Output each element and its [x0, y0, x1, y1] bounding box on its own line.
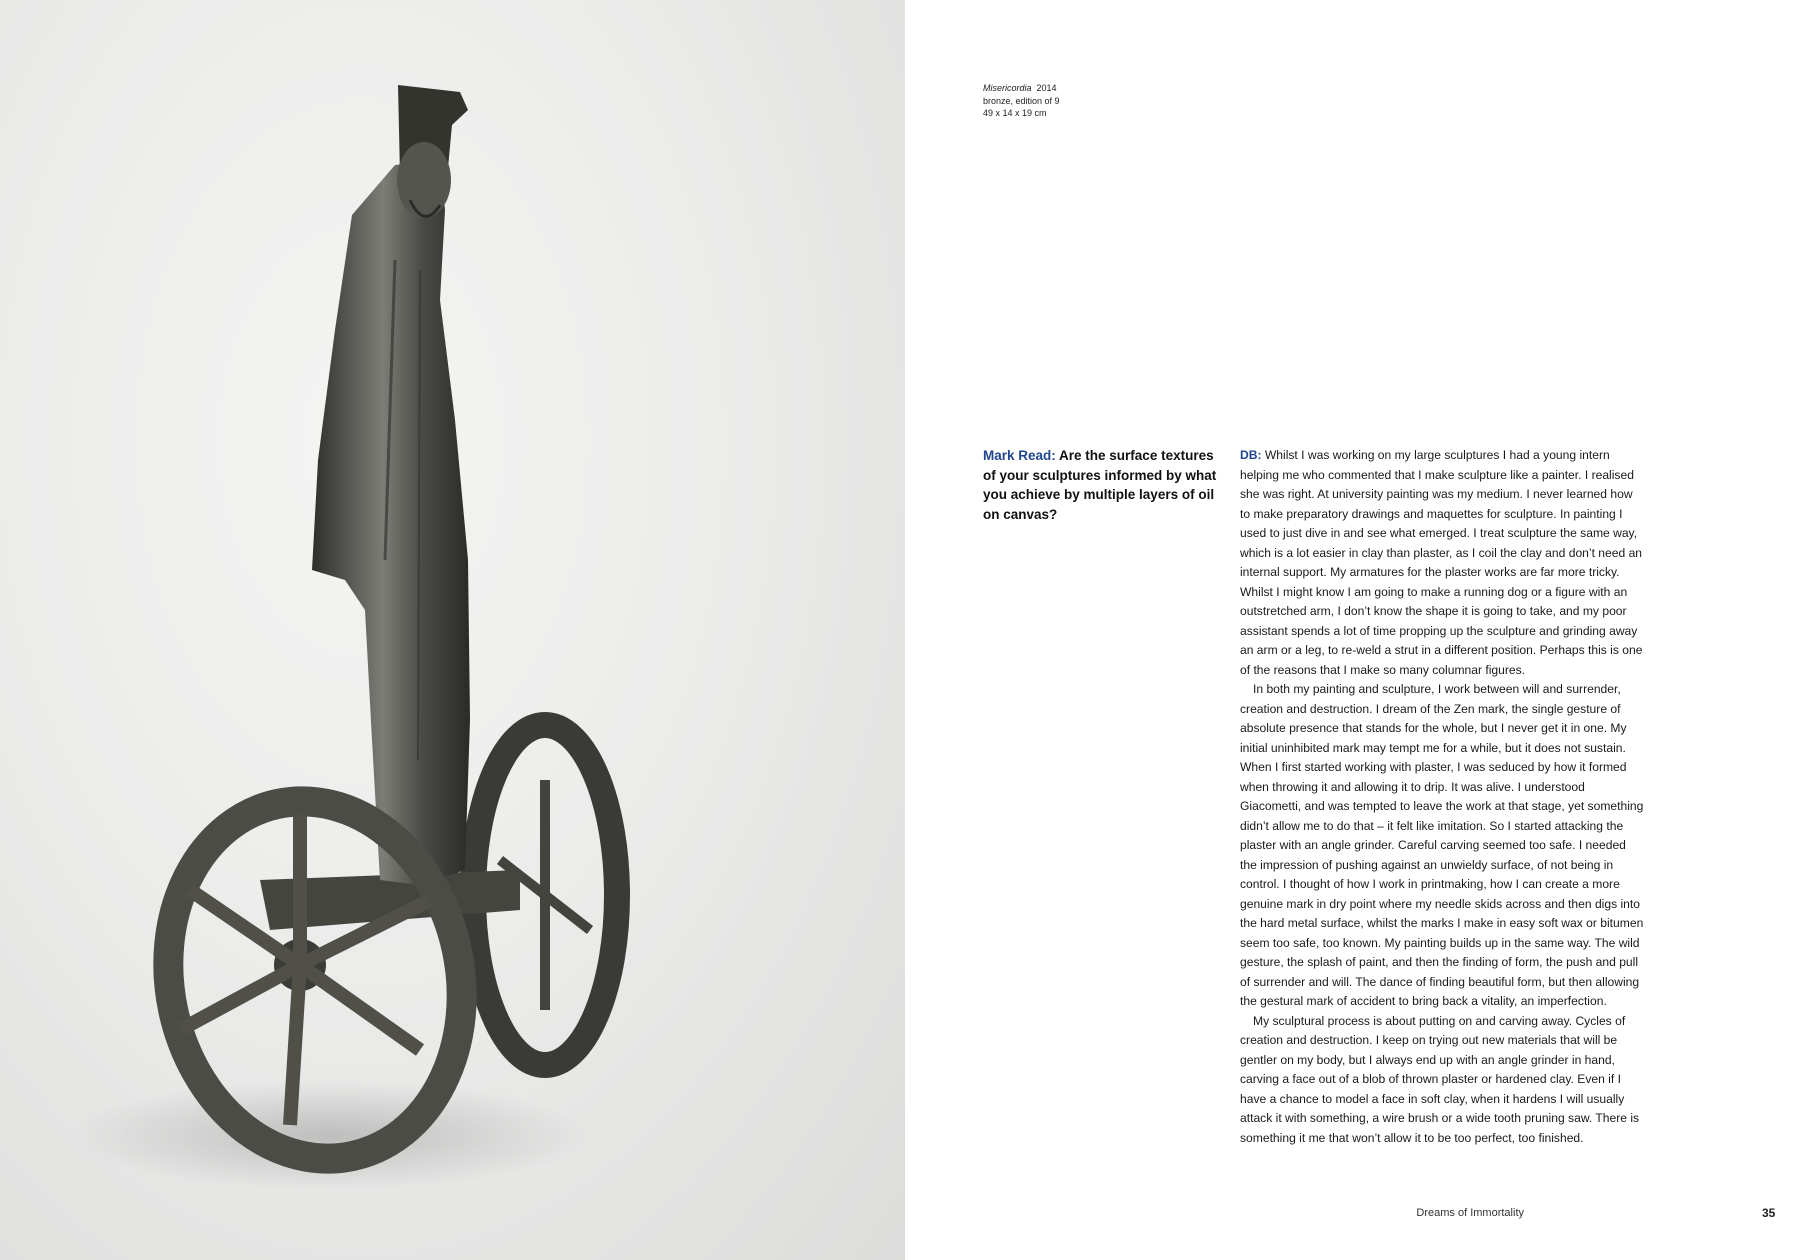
answer-paragraph-text: Whilst I was working on my large sculptures I had a young intern helping me who commented that I make sculpture like a painter. I realised she was right. At university painting was my medium. I never learned how to make preparatory drawings and maquettes for sculpture. In painting I used to just dive in and see what emerged. I treat sculpture the same way, which is a lot easier in clay than plaster, as I coil the clay and don’t need an internal support. My armatures for the plaster works are far more tricky. Whilst I might know I am going to make a running dog or a figure with an outstretched arm, I don’t know the shape it is going to take, and my poor assistant spends a lot of time propping up the sculpture and grinding away an arm or a leg, to re-weld a strut in a different position. Perhaps this is one of the reasons that I make so many columnar figures. — [1240, 448, 1643, 677]
interview-question — [983, 446, 1223, 524]
answer-speaker: DB: — [1240, 448, 1262, 462]
running-footer-title: Dreams of Immortality — [1416, 1207, 1524, 1219]
interview-answer — [1240, 446, 1645, 1148]
answer-paragraph — [1240, 446, 1645, 680]
question-speaker: Mark Read: — [983, 448, 1056, 463]
bronze-sculpture-figure-on-wheels — [0, 0, 905, 1260]
artwork-dimensions: 49 x 14 x 19 cm — [983, 108, 1047, 118]
artwork-medium: bronze, edition of 9 — [983, 95, 1060, 106]
sculpture-photograph — [0, 0, 905, 1260]
artwork-title: Misericordia — [983, 83, 1032, 93]
caption-title-line — [983, 82, 1060, 95]
answer-paragraph: My sculptural process is about putting on and carving away. Cycles of creation and destruction. I keep on trying out new materials that will be gentler on my body, but I always end up with an angle grinder in hand, carving a face out of a blob of thrown plaster or hardened clay. Even if I have a chance to model a face in soft clay, when it hardens I will usually attack it with something, a wire brush or a wide tooth pruning saw. There is something it me that won’t allow it to be too perfect, too finished. — [1240, 1013, 1640, 1145]
artwork-caption — [983, 82, 1060, 120]
artwork-year: 2014 — [1036, 83, 1057, 93]
standing-figure — [312, 85, 470, 885]
page-number: 35 — [1762, 1206, 1776, 1220]
question-text: Are the surface textures of your sculptures informed by what you achieve by multiple layers of oil on canvas? — [983, 448, 1217, 522]
answer-paragraph: In both my painting and sculpture, I work between will and surrender, creation and destruction. I dream of the Zen mark, the single gesture of absolute presence that stands for the whole, but I never get it in one. My initial uninhibited mark may tempt me for a while, but it does not sustain. When I first started working with plaster, I was seduced by how it formed when throwing it and allowing it to drip. It was alive. I understood Giacometti, and was tempted to leave the work at that stage, yet something didn’t allow me to do that – it felt like imitation. So I started attacking the plaster with an angle grinder. Careful carving seemed too safe. I needed the impression of pushing against an unwieldy surface, of not being in control. I thought of how I work in printmaking, how I can create a more genuine mark in dry point where my needle skids across and then digs into the hard metal surface, whilst the marks I make in easy soft wax or bitumen seem too safe, too known. My painting builds up in the same way. The wild gesture, the splash of paint, and then the finding of form, the push and pull of surrender and will. The dance of finding beautiful form, but then allowing the gestural mark of accident to bring back a vitality, an imperfection. — [1240, 682, 1644, 1008]
